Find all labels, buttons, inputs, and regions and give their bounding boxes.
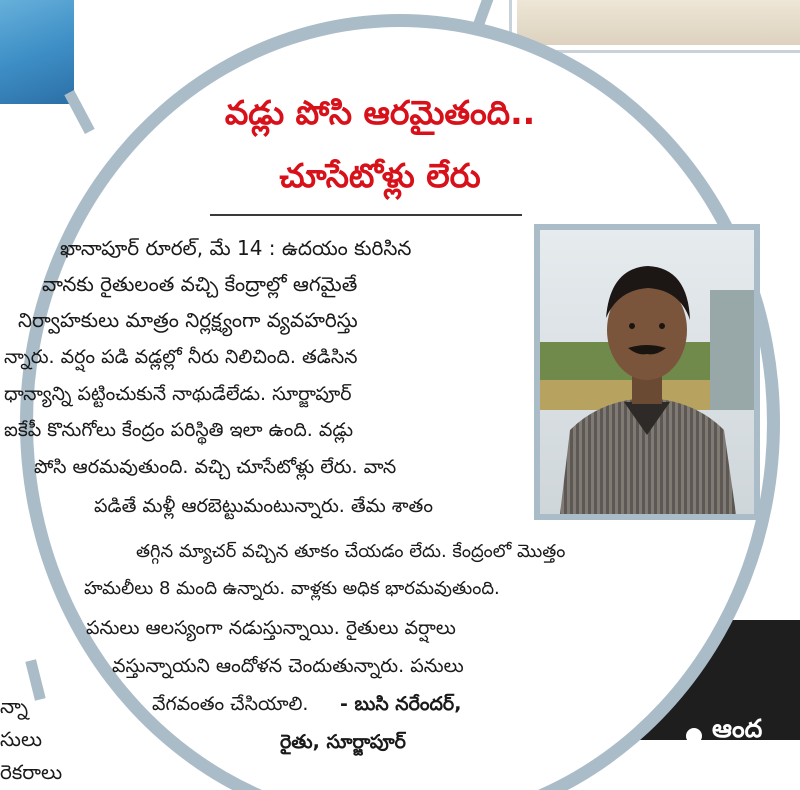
headline-rule — [210, 214, 522, 216]
headline-line-1: వడ్లు పోసి ఆరమైతంది.. — [224, 93, 536, 132]
frame-connector — [473, 0, 495, 29]
top-left-photo-fragment — [0, 0, 78, 108]
left-column-fragment — [0, 690, 62, 789]
body-line: పనులు ఆలస్యంగా నడుస్తున్నాయి. రైతులు వర్షాలు — [86, 617, 456, 639]
body-line: ఐకేపీ కొనుగోలు కేంద్రం పరిస్థితి ఇలా ఉంది. వడ్లు — [4, 419, 354, 441]
body-line: హమలీలు 8 మంది ఉన్నారు. వాళ్లకు అధిక భారమవుతుంది. — [84, 578, 500, 599]
body-line: పోసి ఆరమవుతుంది. వచ్చి చూసేటోళ్లు లేరు. వాన — [34, 456, 397, 478]
top-right-photo-fragment — [512, 0, 800, 50]
body-line: న్నారు. వర్షం పడి వడ్లల్లో నీరు నిలిచింది. తడిసిన — [4, 346, 358, 368]
band-text: ఆంద — [712, 714, 763, 743]
body-line: వానకు రైతులంత వచ్చి కేంద్రాల్లో ఆగమైతే — [42, 272, 358, 296]
body-line: పడితే మళ్లీ ఆరబెట్టుమంటున్నారు. తేమ శాతం — [94, 495, 433, 517]
bullet-dot-icon — [686, 728, 702, 744]
frame-connector — [64, 90, 94, 134]
left-fragment-line: సులు — [0, 727, 43, 751]
body-line: వస్తున్నాయని ఆందోళన చెందుతున్నారు. పనులు — [112, 655, 464, 677]
byline-name: - బుసి నరేందర్, — [340, 693, 462, 715]
left-fragment-line: న్నా — [0, 694, 29, 718]
byline-role: రైతు, సూర్జాపూర్ — [280, 731, 406, 753]
headline-line-2: చూసేటోళ్లు లేరు — [279, 156, 481, 195]
body-line: వేగవంతం చేసియాలి. — [152, 693, 309, 715]
farmer-photo — [534, 224, 760, 520]
body-line: నిర్వాహకులు మాత్రం నిర్లక్ష్యంగా వ్యవహరిస్తు — [18, 308, 358, 332]
body-line: ధాన్యాన్ని పట్టించుకునే నాథుడేలేడు. సూర్జాపూర్ — [4, 383, 352, 405]
farmer-portrait-image — [540, 230, 754, 514]
body-line: తగ్గిన మ్యాచర్ వచ్చిన తూకం చేయడం లేదు. కేంద్రంలో మొత్తం — [136, 541, 566, 562]
body-line: ఖానాపూర్ రూరల్, మే 14 : ఉదయం కురిసిన — [60, 236, 412, 260]
left-fragment-line: రెకరాలు — [0, 760, 63, 784]
